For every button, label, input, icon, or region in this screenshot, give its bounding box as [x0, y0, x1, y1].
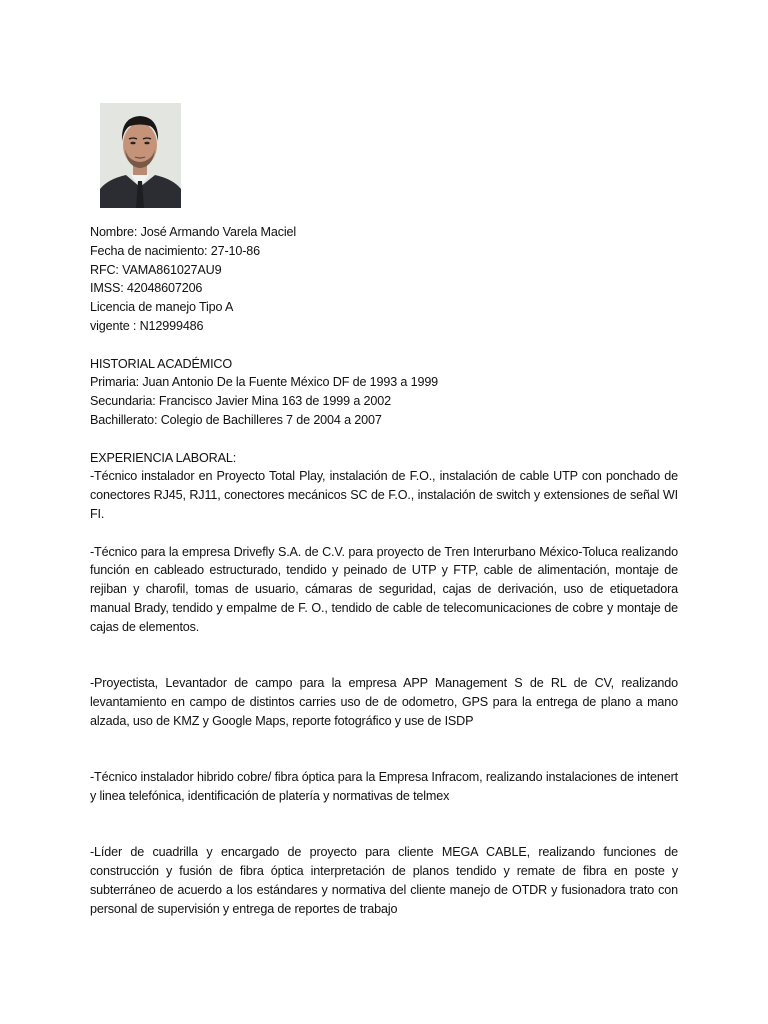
license-validity-line: vigente : N12999486	[90, 318, 204, 333]
academic-heading: HISTORIAL ACADÉMICO	[90, 356, 233, 371]
name-line: Nombre: José Armando Varela Maciel	[90, 225, 297, 239]
birth-date-line: Fecha de nacimiento: 27-10-86	[90, 243, 260, 258]
academic-high-school: Bachillerato: Colegio de Bachilleres 7 de 2004 a 2007	[90, 412, 382, 427]
rfc-line: RFC: VAMA861027AU9	[90, 262, 222, 277]
experience-item: -Técnico instalador hibrido cobre/ fibra óptica para la Empresa Infracom, realizando instalaciones de intenert y linea telefónica, identificación de platería y normativas de telmex	[90, 770, 678, 803]
experience-item: -Líder de cuadrilla y encargado de proyecto para cliente MEGA CABLE, realizando funciones de construcción y fusión de fibra óptica interpretación de planos tendido y remate de fibra en poste y subterráneo de acuerdo a los estándares y normativa del cliente manejo de OTDR y fusionadora trato con personal de supervisión y entrega de reportes de trabajo	[90, 845, 678, 916]
experience-item: -Técnico para la empresa Drivefly S.A. de C.V. para proyecto de Tren Interurbano México-Toluca realizando función en cableado estructurado, tendido y peinado de UTP y FTP, cable de alimentación, montaje de rejiban y charofil, tomas de usuario, cámaras de seguridad, cajas de derivación, uso de etiquetadora manual Brady, tendido y empalme de F. O., tendido de cable de telecomunicaciones de cobre y montaje de cajas de elementos.	[90, 544, 678, 634]
academic-primary: Primaria: Juan Antonio De la Fuente México DF de 1993 a 1999	[90, 375, 439, 390]
experience-item: -Proyectista, Levantador de campo para la empresa APP Management S de RL de CV, realizando levantamiento en campo de distintos carries uso de de odometro, GPS para la entrega de plano a mano alzada, uso de KMZ y Google Maps, reporte fotográfico y use de ISDP	[90, 676, 678, 728]
experience-heading: EXPERIENCIA LABORAL:	[90, 450, 237, 465]
experience-item: -Técnico instalador en Proyecto Total Play, instalación de F.O., instalación de cable UTP con ponchado de conectores RJ45, RJ11, conectores mecánicos SC de F.O., instalación de switch y extensiones de señal WI FI.	[90, 469, 678, 521]
imss-line: IMSS: 42048607206	[90, 281, 203, 296]
license-line: Licencia de manejo Tipo A	[90, 300, 234, 315]
resume-content	[90, 223, 678, 918]
profile-photo	[100, 103, 181, 208]
academic-secondary: Secundaria: Francisco Javier Mina 163 de 1999 a 2002	[90, 394, 391, 409]
